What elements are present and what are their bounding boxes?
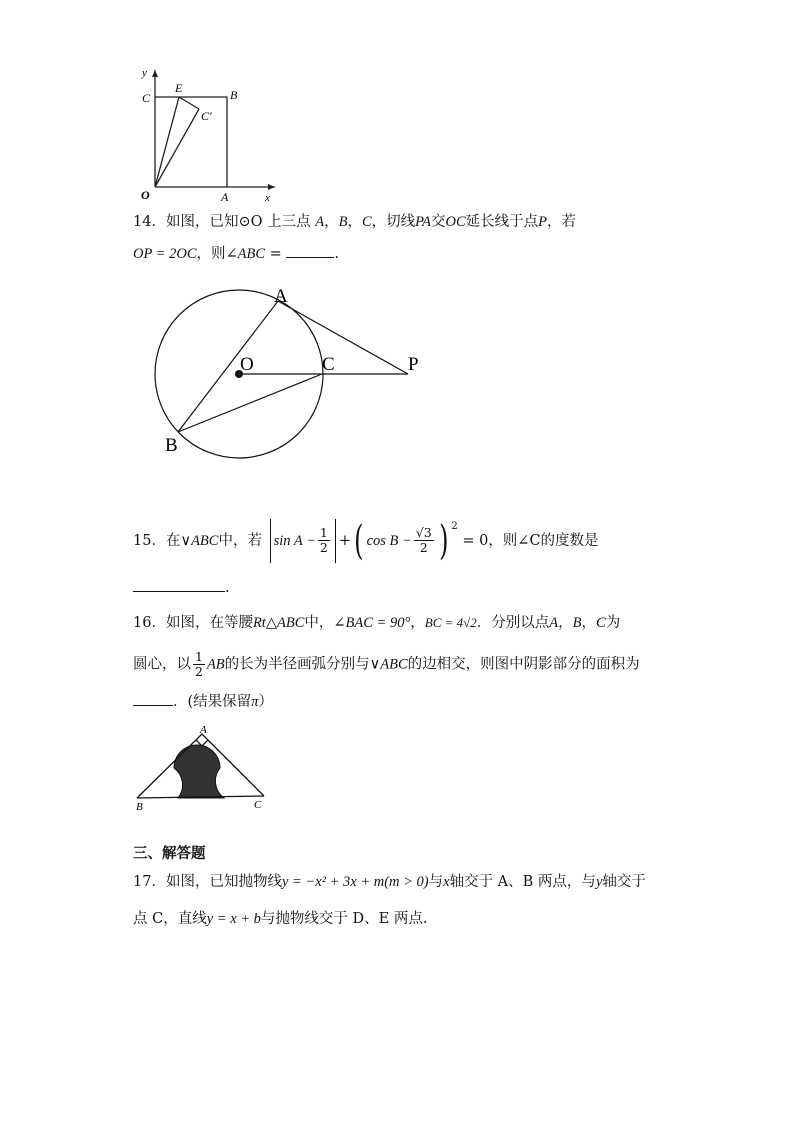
q17-l1a: 如图，已知抛物线 — [165, 874, 282, 890]
frac-den: 2 — [195, 664, 203, 679]
q16-l2b: 的长为半径画弧分别与 — [224, 656, 370, 673]
q15-period: . — [225, 580, 230, 596]
label-Cprime: C′ — [201, 109, 212, 123]
q14-PA: PA — [415, 214, 431, 230]
q16-l2c: 的边相交，则图中阴影部分的面积为 — [407, 656, 640, 673]
q14-ABC: ABC — [237, 246, 266, 262]
q17-parabola: y = −x² + 3x + m(m > 0) — [281, 874, 429, 890]
q16-answer-blank[interactable] — [133, 691, 173, 706]
y-axis-arrow — [152, 70, 158, 77]
q15-line2 — [133, 577, 230, 598]
q15-frac-sqrt3 — [414, 526, 434, 555]
frac-den: 2 — [319, 540, 328, 556]
paren-left: ( — [354, 517, 364, 564]
q16-l1c: ．分别以点 — [476, 615, 550, 631]
q14-P: P — [538, 214, 547, 230]
q17-l1d: 轴交于 — [602, 874, 646, 890]
frac-num: 1 — [319, 525, 328, 541]
q14-number: 14． — [133, 214, 166, 230]
q16-B: B — [572, 615, 582, 631]
q14-text5: ，若 — [546, 214, 576, 230]
label-x: x — [265, 192, 270, 204]
label-A: A — [221, 190, 229, 204]
q14-text4: 延长线于点 — [465, 214, 539, 230]
q15-pre: 在 — [165, 532, 181, 549]
q16-comma: ， — [410, 615, 425, 631]
q17-line2 — [133, 909, 427, 929]
q15-plus: + — [338, 532, 351, 549]
q16-line3 — [133, 691, 273, 712]
q16-bc: BC = 4√2 — [424, 615, 477, 630]
label-B: B — [136, 801, 143, 812]
q14-period: . — [334, 246, 340, 262]
figure-16-triangle — [132, 722, 272, 812]
q15-sin: sin A − — [273, 532, 316, 549]
q14-C: C — [361, 214, 372, 230]
q14-OC: OC — [445, 214, 466, 230]
frac-num: 1 — [195, 649, 203, 664]
q17-line-eq: y = x + b — [206, 911, 261, 927]
q17-l2a: 点 C，直线 — [133, 911, 207, 927]
q15-square: 2 — [451, 521, 458, 532]
q16-l1d: 为 — [605, 615, 621, 631]
label-C: C — [254, 799, 262, 811]
q16-number: 16． — [133, 615, 166, 631]
shaded-region — [174, 745, 224, 798]
label-B: B — [230, 88, 238, 102]
q15-number: 15． — [133, 532, 166, 549]
q16-A: A — [549, 615, 559, 631]
label-B: B — [165, 435, 178, 456]
q16-line2 — [133, 650, 640, 679]
q17-number: 17． — [133, 874, 166, 890]
q16-l1b: 中， — [304, 615, 334, 631]
label-A: A — [274, 286, 288, 307]
q14-A: A — [315, 214, 325, 230]
q16-l3: ．(结果保留 — [173, 694, 252, 710]
q17-line1 — [133, 872, 646, 892]
label-E: E — [175, 81, 183, 95]
rectangle-edges — [155, 97, 227, 187]
q16-rt: Rt△ABC — [252, 615, 305, 631]
q15-eq0: = 0 — [462, 532, 489, 549]
frac-num: √3 — [415, 525, 432, 541]
abs-left-bar — [270, 519, 271, 563]
q17-x: x — [443, 874, 450, 890]
segment-ECprime — [179, 97, 199, 109]
q14-eqsign: = — [265, 246, 282, 262]
label-P: P — [408, 354, 419, 375]
q15-mid: 中，若 — [218, 532, 262, 549]
q14-text3: 交 — [430, 214, 446, 230]
x-axis-arrow — [268, 184, 275, 190]
q16-l1a: 如图，在等腰 — [165, 615, 253, 631]
q14-line1: 14．如图，已知⊙O 上三点 A，B，C，切线PA交OC延长线于点P，若 — [133, 214, 576, 230]
q17-l1c: 轴交于 A、B 两点，与 — [449, 874, 596, 890]
q16-frac-half — [193, 650, 205, 679]
q17-y: y — [595, 874, 603, 890]
paren-right: ) — [438, 517, 449, 564]
q17-l2b: 与抛物线交于 D、E 两点. — [260, 911, 428, 927]
q16-pi: π — [251, 694, 259, 710]
label-O: O — [141, 188, 150, 202]
segment-OE — [155, 97, 179, 187]
abs-right-bar — [335, 519, 336, 563]
q16-triangle: ∨ABC — [369, 656, 408, 673]
q17-l1b: 与 — [428, 874, 444, 890]
q14-line2 — [133, 243, 339, 264]
label-C: C — [142, 91, 151, 105]
q16-line1: 16．如图，在等腰Rt△ABC中，∠BAC = 90°，BC = 4√2．分别以点A，B，C为 — [133, 615, 621, 631]
q14-B: B — [338, 214, 348, 230]
label-y: y — [142, 67, 147, 79]
q15-answer-blank[interactable] — [133, 577, 225, 592]
q15-triangle: ∨ABC — [180, 532, 219, 549]
q14-answer-blank[interactable] — [286, 243, 334, 258]
section-heading: 三、解答题 — [133, 846, 206, 862]
q14-text2: ，切线 — [371, 214, 416, 230]
q15-line1 — [133, 512, 599, 562]
frac-den: 2 — [419, 540, 428, 556]
label-A: A — [200, 724, 207, 736]
q14-equation: OP = 2OC — [133, 246, 197, 262]
label-O: O — [240, 354, 254, 375]
figure-14-circle — [150, 282, 440, 462]
q16-AB: AB — [206, 656, 225, 673]
q15-tail: ，则∠C的度数是 — [488, 532, 599, 549]
q14-text6: ，则∠ — [196, 246, 238, 262]
figure-13-rectangle — [135, 62, 285, 207]
q16-l2a: 圆心，以 — [133, 656, 191, 673]
q16-l3b: ） — [258, 694, 273, 710]
q16-angle: ∠BAC = 90° — [333, 615, 411, 631]
q16-C: C — [596, 615, 606, 631]
q15-frac-half — [318, 526, 330, 555]
segment-OCprime — [155, 109, 199, 187]
q15-cos: cos B − — [366, 532, 412, 549]
tangent-PA — [278, 301, 408, 374]
q14-text1: 如图，已知⊙O 上三点 — [165, 214, 311, 230]
label-C: C — [322, 354, 335, 375]
